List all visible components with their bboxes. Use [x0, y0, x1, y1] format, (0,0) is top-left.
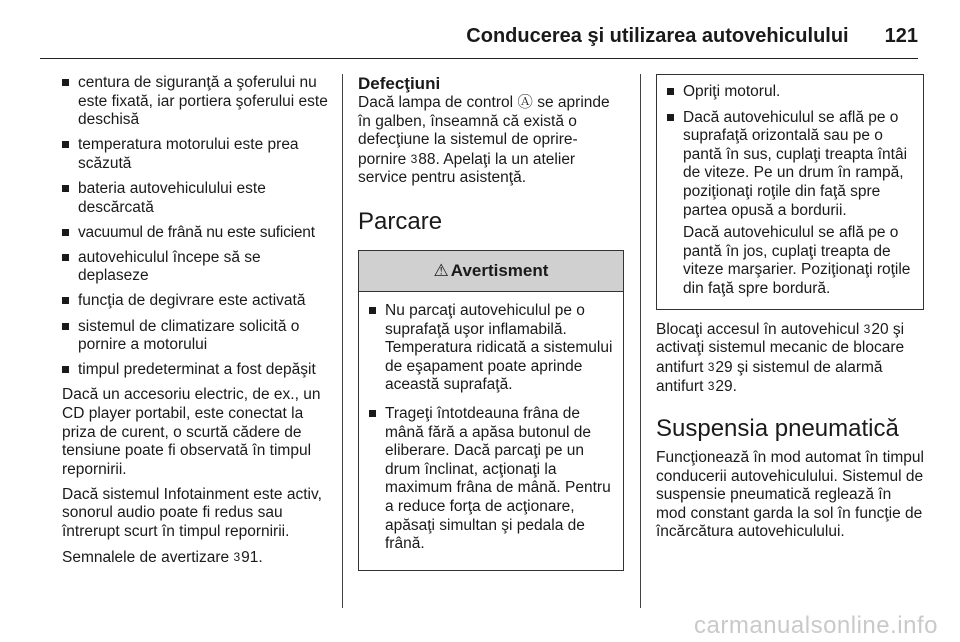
column-divider-2: [640, 74, 641, 608]
list-item: sistemul de climatizare solicită o pornire a motorului: [62, 318, 332, 355]
page-ref-arrow-icon: 3: [707, 359, 715, 374]
paragraph-warning-ref: [62, 548, 332, 568]
warning-header: [359, 251, 623, 292]
warning-list: [369, 302, 613, 554]
fault-heading: Defecţiuni: [358, 74, 441, 93]
page-ref-arrow-icon: 3: [863, 321, 871, 336]
warning-triangle-icon: ⚠: [433, 260, 449, 280]
page-ref-arrow-icon: 3: [707, 379, 715, 394]
list-item: timpul predeterminat a fost depăşit: [62, 361, 332, 380]
page-ref-link[interactable]: 91.: [241, 549, 263, 567]
fault-text: Dacă lampa de control: [358, 94, 514, 111]
condition-list: [62, 74, 332, 380]
lock-paragraph: [656, 320, 924, 397]
fault-paragraph: [358, 94, 624, 188]
fault-text: se aprinde în galben, înseamnă că există o defecţiune la sistemul de oprire-pornire: [358, 94, 610, 168]
list-item: vacuumul de frână nu este suficient: [62, 224, 332, 243]
parking-steps-continuation: Dacă autovehiculul se află pe o pantă în jos, cuplaţi treapta de viteze marşarier. Poziţionaţi roţile din faţă spre bordură.: [683, 224, 911, 297]
list-item: Dacă autovehiculul se află pe o suprafaţă orizontală sau pe o pantă în sus, cuplaţi treapta întâi de viteze. Pe un drum în rampă, poziţionaţi roţile din faţă spre partea opusă a bordurii.: [667, 109, 913, 221]
column-3: [656, 74, 924, 548]
list-item: autovehiculul începe să se deplaseze: [62, 249, 332, 286]
column-2: [358, 74, 624, 571]
column-1: [62, 74, 332, 574]
page-ref-link[interactable]: 29: [715, 358, 733, 376]
warning-label: Avertisment: [450, 260, 549, 280]
control-lamp-icon: Ⓐ: [517, 94, 533, 111]
page-number: 121: [884, 24, 918, 47]
lock-text: şi activaţi sistemul mecanic de blocare antifurt: [656, 320, 905, 376]
parking-heading: Parcare: [358, 207, 443, 235]
page-ref-arrow-icon: 3: [233, 550, 241, 565]
parking-steps-box: [656, 74, 924, 310]
warning-ref-text: Semnalele de avertizare: [62, 549, 230, 567]
suspension-paragraph: Funcţionează în mod automat în timpul conducerii autovehiculului. Sistemul de suspensie pneumatică reglează în mod constant garda la sol în funcţie de încărcătura autovehiculului.: [656, 448, 924, 541]
fault-text: Apelaţi la un atelier service pentru asistenţă.: [358, 150, 576, 187]
page-ref-link[interactable]: 29.: [715, 378, 737, 396]
page-header: [40, 14, 918, 59]
page-ref-arrow-icon: 3: [410, 151, 418, 166]
paragraph-accessory: Dacă un accesoriu electric, de ex., un CD player portabil, este conectat la priza de curent, o scurtă cădere de tensiune poate fi observată în timpul repornirii.: [62, 386, 321, 478]
list-item: funcţia de degivrare este activată: [62, 292, 332, 311]
parking-steps-list: [667, 83, 913, 220]
list-item: Opriţi motorul.: [667, 83, 913, 102]
list-item: bateria autovehiculului este descărcată: [62, 180, 332, 217]
suspension-heading: Suspensia pneumatică: [656, 414, 899, 442]
lock-text: Blocaţi accesul în autovehicul: [656, 320, 860, 338]
list-item: Nu parcaţi autovehiculul pe o suprafaţă uşor inflamabilă. Temperatura ridicată a sistemului de eşapament poate aprinde această suprafaţă.: [369, 302, 613, 395]
warning-box: [358, 250, 624, 571]
list-item: Trageţi întotdeauna frâna de mână fără a apăsa butonul de eliberare. Dacă parcaţi pe un drum înclinat, acţionaţi la maximum frâna de mână. Pentru a reduce forţa de acţionare, apăsaţi simultan şi pedala de frână.: [369, 405, 613, 554]
warning-body: [359, 292, 623, 570]
paragraph-infotainment: Dacă sistemul Infotainment este activ, sonorul audio poate fi redus sau întrerupt scurt în timpul repornirii.: [62, 485, 322, 540]
list-item: centura de siguranţă a şoferului nu este fixată, iar portiera şoferului este deschisă: [62, 74, 332, 130]
column-divider-1: [342, 74, 343, 608]
page-title: Conducerea şi utilizarea autovehiculului: [466, 24, 849, 47]
lock-text: şi sistemul de alarmă antifurt: [656, 358, 883, 396]
watermark: carmanualsonline.info: [694, 612, 938, 639]
list-item: temperatura motorului este prea scăzută: [62, 136, 332, 173]
page-ref-link[interactable]: 20: [871, 320, 889, 338]
page-ref-link[interactable]: 88.: [418, 150, 440, 168]
